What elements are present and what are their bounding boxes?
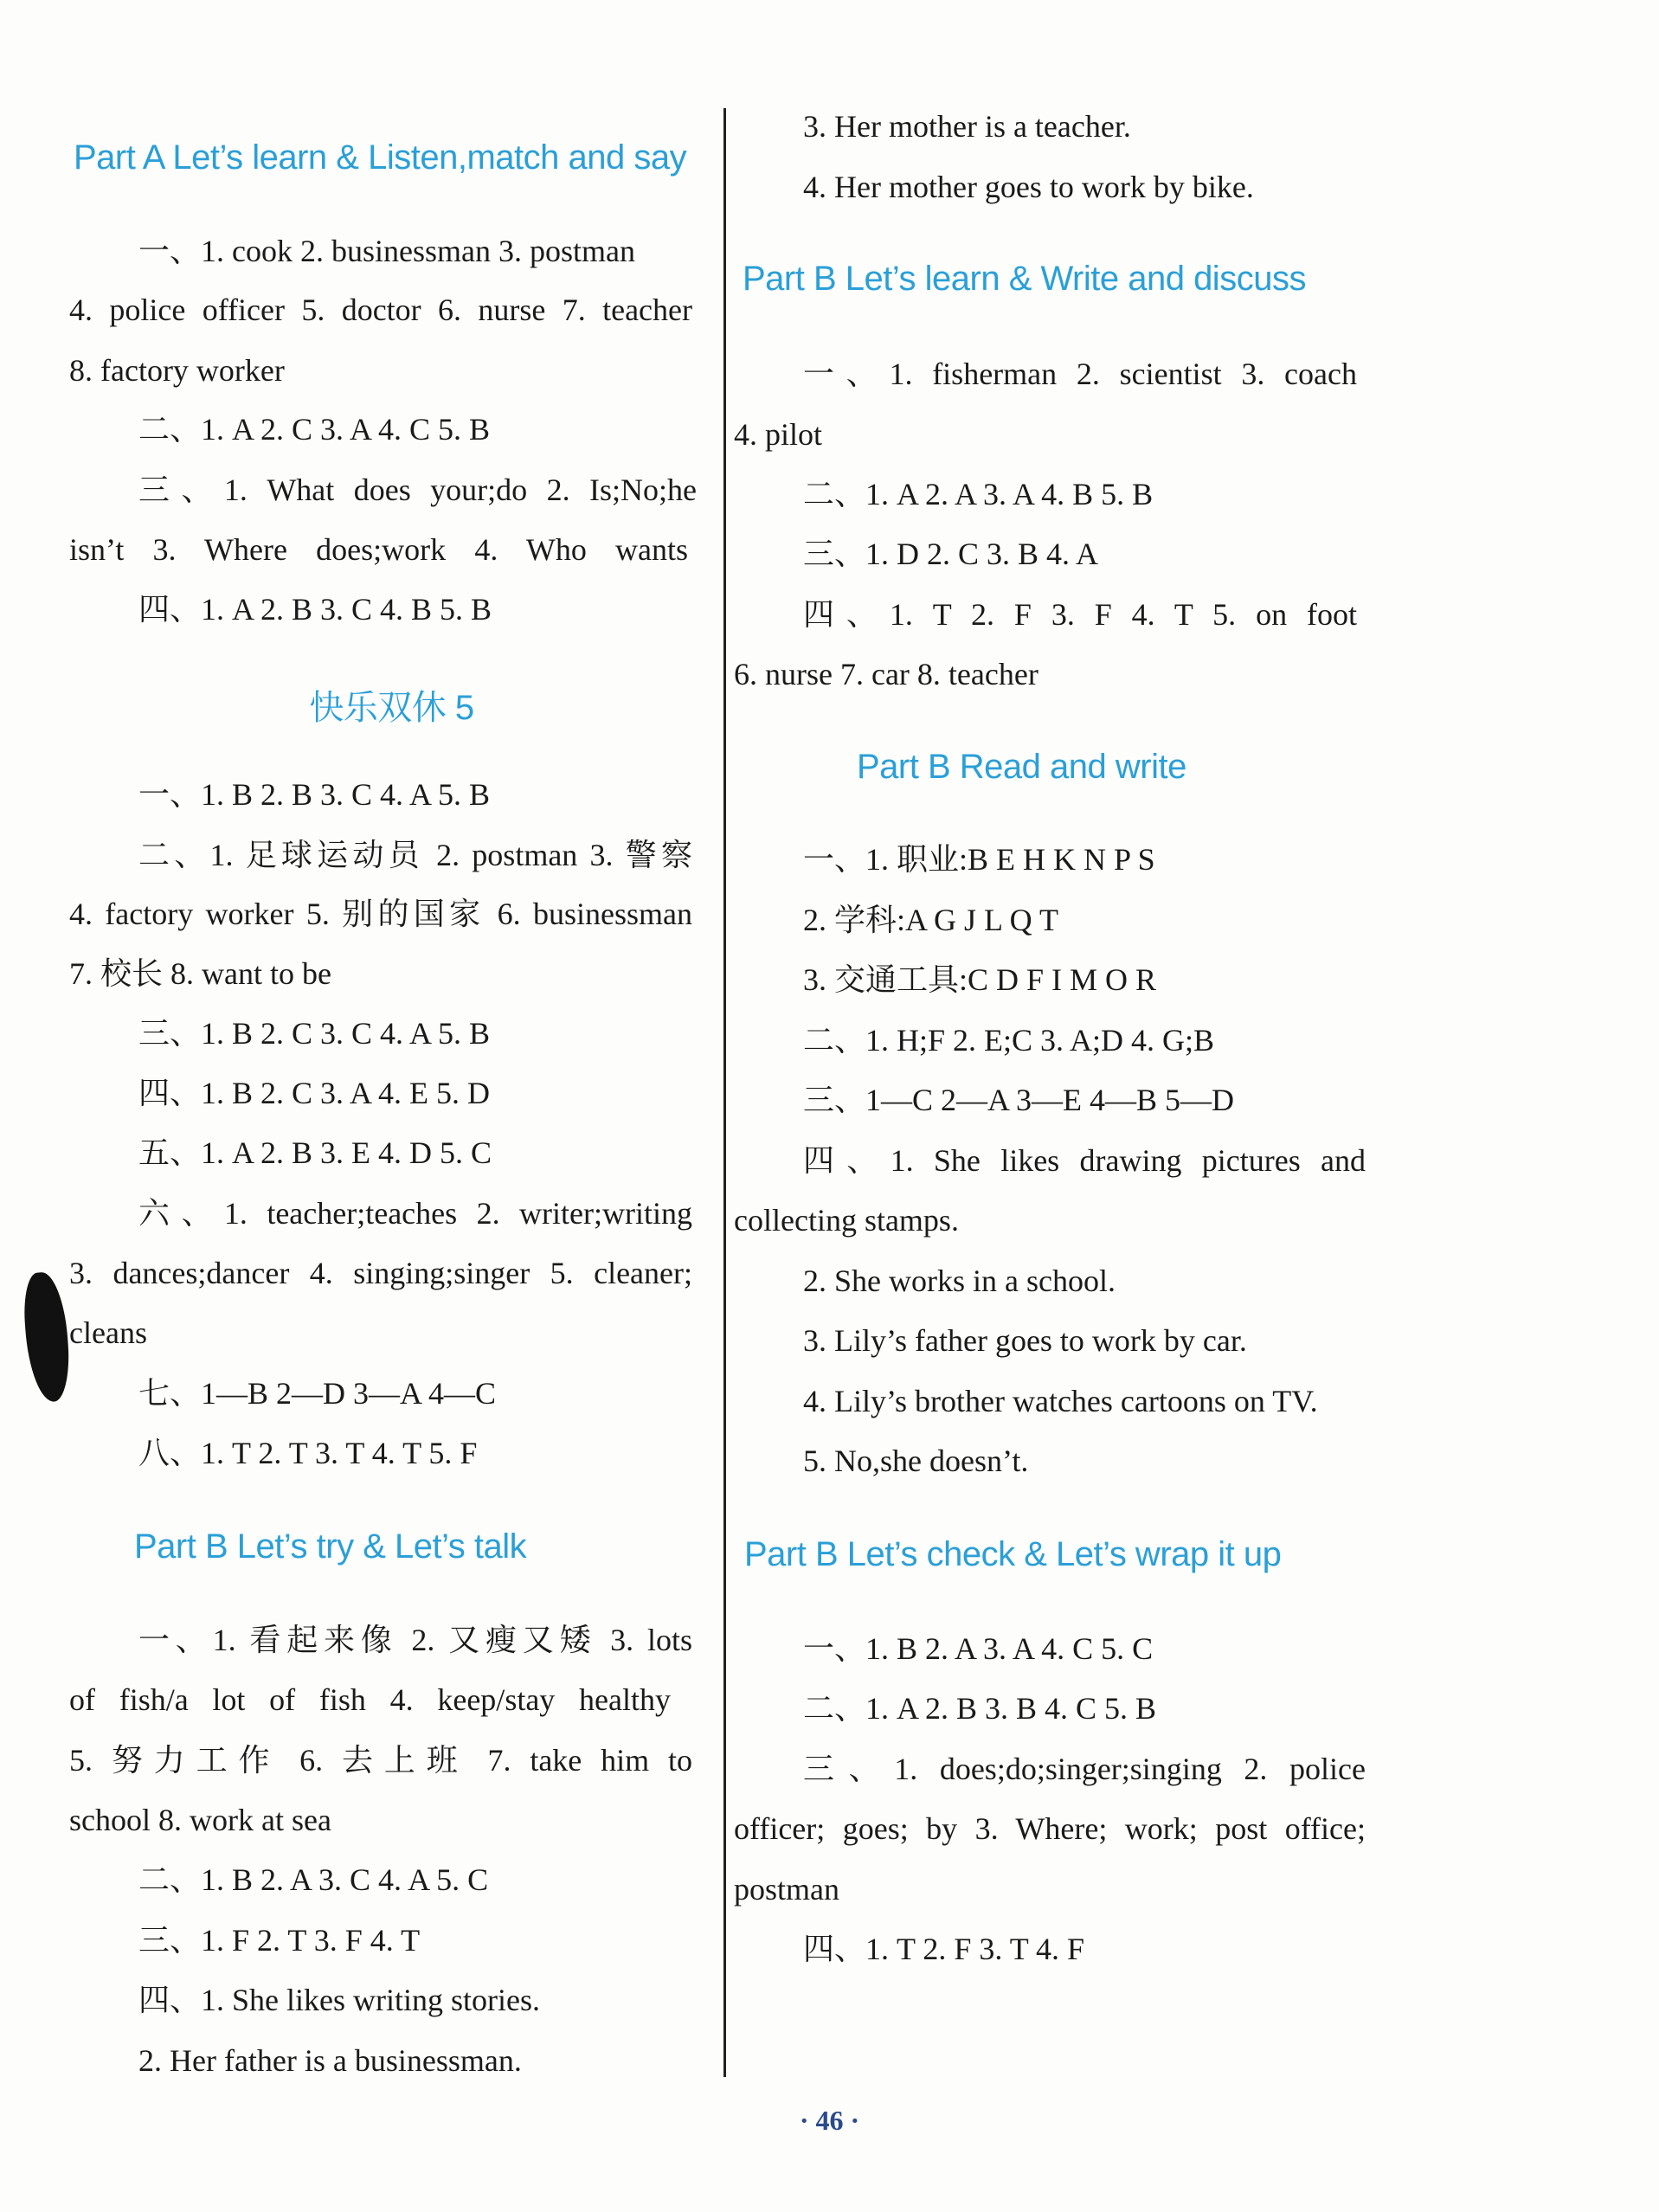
- answer-line: 五、1. A 2. B 3. E 4. D 5. C: [138, 1135, 492, 1170]
- answer-line: 三、1. B 2. C 3. C 4. A 5. B: [138, 1016, 491, 1051]
- ink-smudge: [22, 1271, 72, 1404]
- heading-part-a-lets-learn: Part A Let’s learn & Listen,match and say: [74, 138, 687, 177]
- answer-line: 4. factory worker 5. 别的国家 6. businessman: [69, 897, 692, 931]
- answer-line: 3. dances;dancer 4. singing;singer 5. cleaner;: [69, 1256, 692, 1290]
- answer-line: 四、1. B 2. C 3. A 4. E 5. D: [138, 1076, 491, 1110]
- answer-line: 一、1. 职业:B E H K N P S: [803, 842, 1155, 877]
- answer-line: 三、1—C 2—A 3—E 4—B 5—D: [803, 1083, 1235, 1117]
- answer-line: 三、1. F 2. T 3. F 4. T: [138, 1923, 421, 1958]
- answer-line: 四、1. A 2. B 3. C 4. B 5. B: [138, 592, 492, 627]
- answer-line: 二、1. A 2. C 3. A 4. C 5. B: [138, 412, 491, 447]
- answer-line: 六、1. teacher;teaches 2. writer;writing: [138, 1196, 692, 1231]
- answer-line: isn’t 3. Where does;work 4. Who wants: [69, 532, 688, 567]
- heading-part-b-lets-check: Part B Let’s check & Let’s wrap it up: [744, 1535, 1282, 1573]
- answer-line: 二、1. A 2. B 3. B 4. C 5. B: [803, 1691, 1157, 1726]
- answer-line: 二、1. A 2. A 3. A 4. B 5. B: [803, 477, 1154, 511]
- answer-line: 三、1. What does your;do 2. Is;No;he: [138, 473, 697, 507]
- answer-line: 三、1. does;do;singer;singing 2. police: [803, 1752, 1366, 1786]
- answer-line: 3. Lily’s father goes to work by car.: [803, 1323, 1247, 1358]
- answer-line: 四、1. She likes writing stories.: [138, 1983, 540, 2017]
- answer-line: postman: [734, 1872, 839, 1907]
- answer-line: 一、1. B 2. A 3. A 4. C 5. C: [803, 1631, 1154, 1666]
- answer-line: 八、1. T 2. T 3. T 4. T 5. F: [138, 1436, 478, 1470]
- answer-line: 一、1. cook 2. businessman 3. postman: [138, 234, 635, 268]
- answer-line: 5. No,she doesn’t.: [803, 1444, 1029, 1478]
- answer-line: 4. Her mother goes to work by bike.: [803, 170, 1254, 204]
- answer-line: 2. Her father is a businessman.: [138, 2043, 522, 2078]
- page-number: · 46 ·: [799, 2105, 860, 2136]
- answer-line: 二、1. 足球运动员 2. postman 3. 警察: [138, 838, 692, 872]
- column-divider: [723, 108, 726, 2077]
- answer-line: 3. 交通工具:C D F I M O R: [803, 962, 1157, 997]
- answer-line: 5. 努力工作 6. 去上班 7. take him to: [69, 1743, 692, 1778]
- answer-line: 8. factory worker: [69, 353, 285, 388]
- answer-line: of fish/a lot of fish 4. keep/stay healthy: [69, 1682, 671, 1717]
- answer-line: 四、1. T 2. F 3. T 4. F: [803, 1932, 1085, 1966]
- answer-line: cleans: [69, 1315, 147, 1350]
- answer-line: 4. police officer 5. doctor 6. nurse 7. teacher: [69, 293, 692, 327]
- answer-line: 一、1. B 2. B 3. C 4. A 5. B: [138, 777, 491, 812]
- answer-line: 2. She works in a school.: [803, 1264, 1116, 1298]
- answer-line: 七、1—B 2—D 3—A 4—C: [138, 1376, 497, 1411]
- answer-line: 4. Lily’s brother watches cartoons on TV.: [803, 1384, 1318, 1418]
- answer-line: 一、1. fisherman 2. scientist 3. coach: [803, 357, 1357, 391]
- heading-part-b-lets-try: Part B Let’s try & Let’s talk: [134, 1527, 527, 1566]
- answer-line: 三、1. D 2. C 3. B 4. A: [803, 537, 1099, 571]
- answer-line: 3. Her mother is a teacher.: [803, 109, 1131, 144]
- answer-line: school 8. work at sea: [69, 1803, 331, 1837]
- answer-line: 4. pilot: [734, 417, 823, 452]
- answer-line: officer; goes; by 3. Where; work; post office;: [734, 1811, 1366, 1846]
- heading-part-b-lets-learn: Part B Let’s learn & Write and discuss: [743, 260, 1306, 298]
- answer-line: 二、1. B 2. A 3. C 4. A 5. C: [138, 1862, 489, 1897]
- answer-line: 6. nurse 7. car 8. teacher: [734, 657, 1038, 691]
- answer-line: 二、1. H;F 2. E;C 3. A;D 4. G;B: [803, 1023, 1215, 1058]
- answer-line: 四、1. She likes drawing pictures and: [803, 1143, 1366, 1178]
- answer-line: 四、1. T 2. F 3. F 4. T 5. on foot: [803, 597, 1357, 632]
- answer-line: 一、1. 看起来像 2. 又瘦又矮 3. lots: [138, 1623, 692, 1657]
- heading-part-b-read-and-write: Part B Read and write: [857, 748, 1186, 786]
- answer-line: 7. 校长 8. want to be: [69, 956, 331, 991]
- answer-line: collecting stamps.: [734, 1203, 959, 1238]
- heading-happy-weekend: 快乐双休 5: [309, 689, 474, 727]
- answer-line: 2. 学科:A G J L Q T: [803, 903, 1059, 937]
